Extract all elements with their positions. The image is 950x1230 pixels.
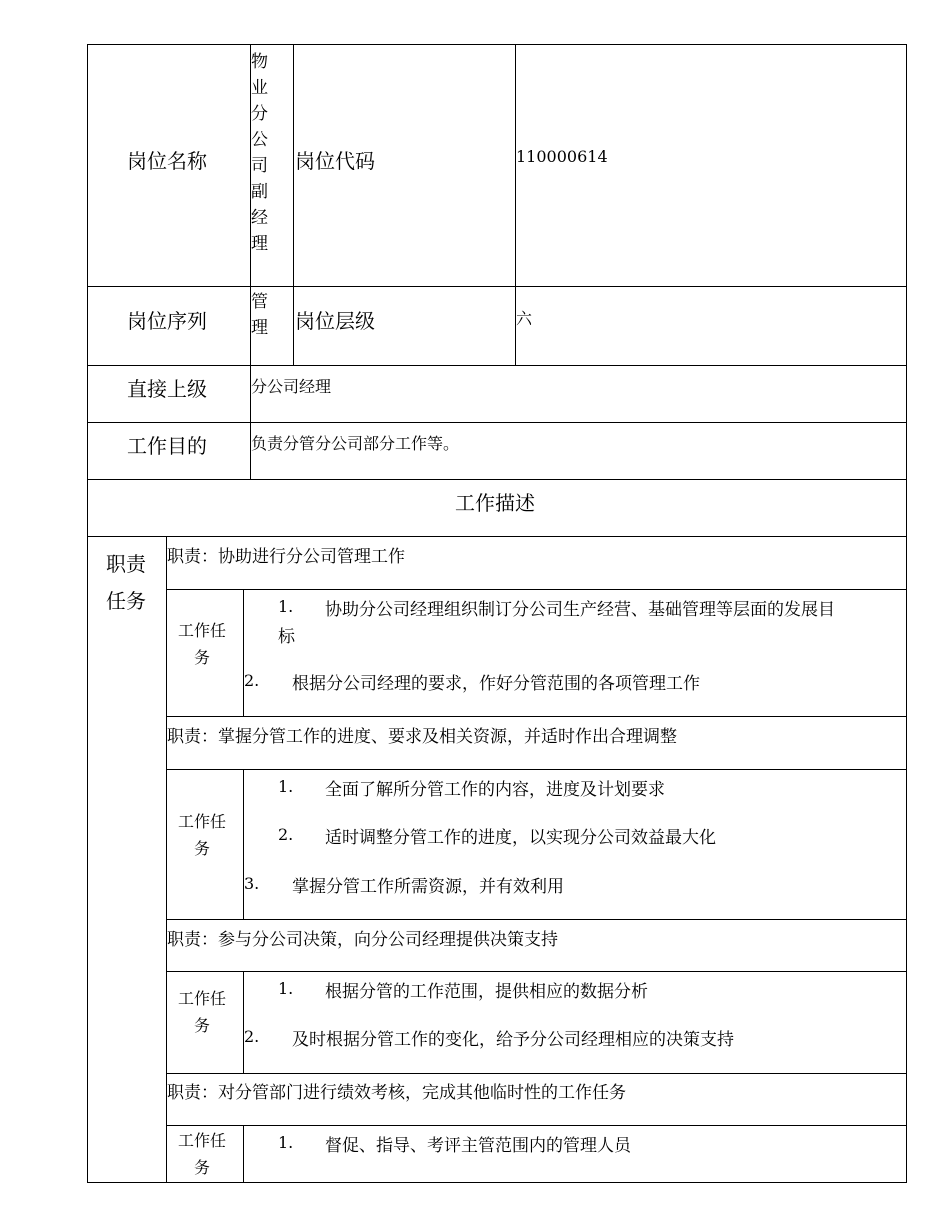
duty-title: 职责：协助进行分公司管理工作 [167,547,405,567]
task-label: 工作任务 [177,989,226,1035]
post-code-label: 岗位代码 [295,149,375,173]
rule [87,1182,907,1183]
task-number: 2. [278,825,294,844]
description-title: 工作描述 [455,491,535,515]
rule [87,365,907,366]
rule [243,971,244,1074]
rule [293,44,294,366]
task-label: 工作任务 [177,812,226,858]
task-number: 1. [278,979,294,998]
duty-title: 职责：掌握分管工作的进度、要求及相关资源，并适时作出合理调整 [167,727,677,747]
task-text-continued: 标 [278,627,295,647]
series-value: 管理 [251,292,268,338]
task-text: 根据分管的工作范围，提供相应的数据分析 [325,982,648,1002]
task-text: 掌握分管工作所需资源，并有效利用 [292,877,564,897]
post-name-label: 岗位名称 [127,149,207,173]
task-text: 及时根据分管工作的变化，给予分公司经理相应的决策支持 [292,1030,734,1050]
task-number: 2. [244,1027,260,1046]
purpose-label: 工作目的 [127,434,207,458]
duty-title: 职责：参与分公司决策，向分公司经理提供决策支持 [167,930,558,950]
rule [166,589,907,590]
task-text: 督促、指导、考评主管范围内的管理人员 [325,1136,631,1156]
post-name-value: 物业分公司副经理 [251,52,268,254]
rule [87,479,907,480]
task-number: 1. [278,777,294,796]
rule [243,1125,244,1183]
task-number: 3. [244,874,260,893]
task-text: 适时调整分管工作的进度，以实现分公司效益最大化 [325,828,716,848]
rule [906,44,907,1183]
task-text: 全面了解所分管工作的内容，进度及计划要求 [325,780,665,800]
task-label: 工作任务 [177,1131,226,1177]
rule [87,286,907,287]
task-number: 2. [244,671,260,690]
task-text: 根据分公司经理的要求，作好分管范围的各项管理工作 [292,674,700,694]
rule [166,716,907,717]
series-label: 岗位序列 [127,309,207,333]
purpose-value: 负责分管分公司部分工作等。 [251,434,460,453]
rule [87,44,88,1183]
rule [243,589,244,717]
rule [166,919,907,920]
rule [87,422,907,423]
rule [87,44,907,45]
task-label: 工作任务 [177,621,226,667]
duty-title: 职责：对分管部门进行绩效考核，完成其他临时性的工作任务 [167,1083,626,1103]
task-number: 1. [278,597,294,616]
rule [166,1073,907,1074]
level-label: 岗位层级 [295,309,375,333]
rule [243,769,244,920]
task-text: 协助分公司经理组织制订分公司生产经营、基础管理等层面的发展目 [325,600,835,620]
duty-label: 职责任务 [106,552,146,613]
post-code-value: 110000614 [516,147,608,166]
rule [166,1125,907,1126]
rule [166,769,907,770]
superior-value: 分公司经理 [251,377,332,396]
rule [87,536,907,537]
rule [166,971,907,972]
superior-label: 直接上级 [127,377,207,401]
task-number: 1. [278,1133,294,1152]
level-value: 六 [516,309,533,328]
